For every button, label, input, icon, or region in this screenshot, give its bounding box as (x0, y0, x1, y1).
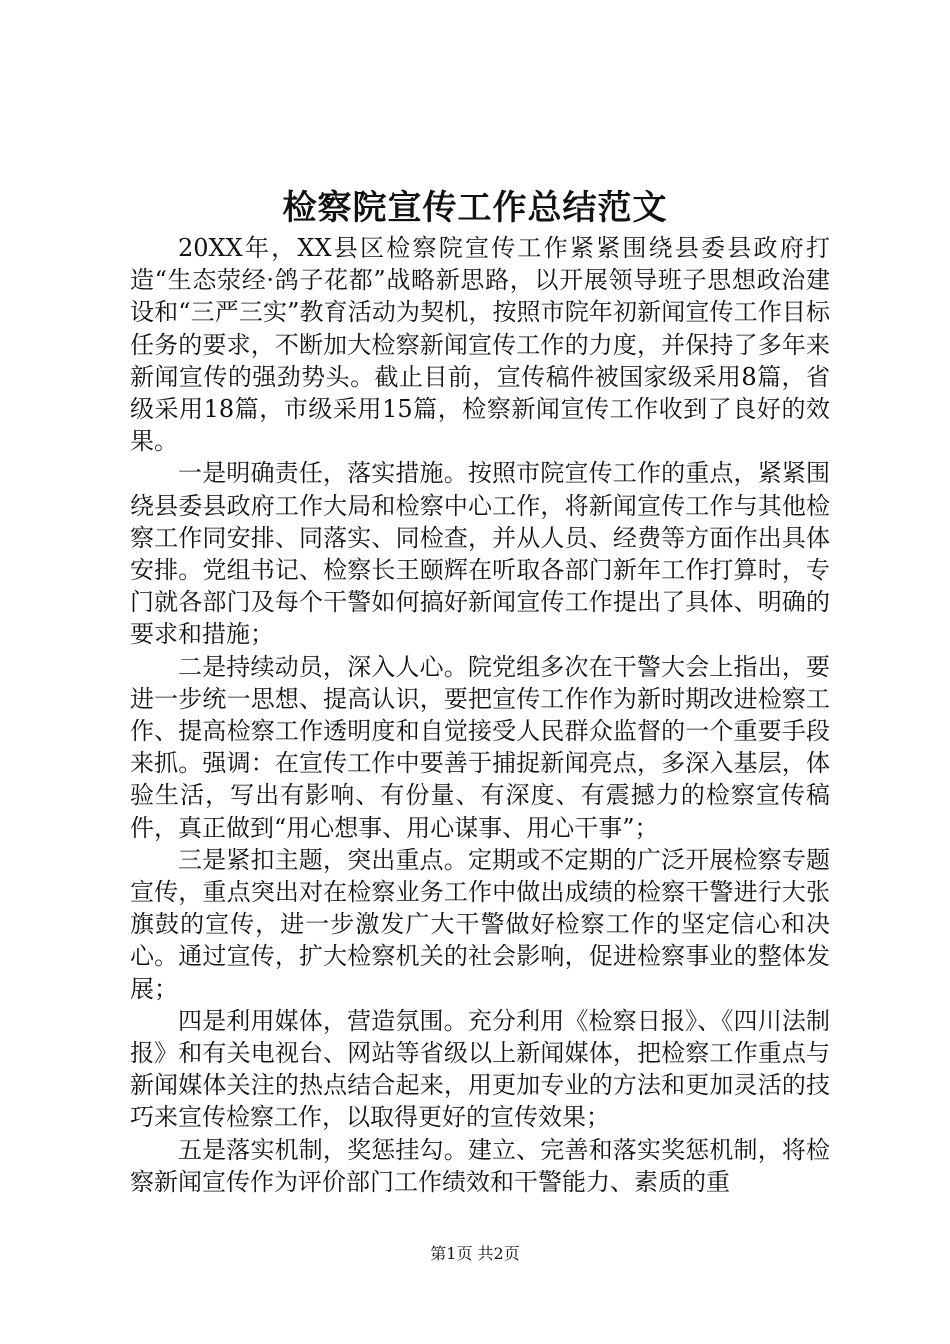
page-footer: 第1页 共2页 (430, 1244, 520, 1263)
paragraph-2: 二是持续动员，深入人心。院党组多次在干警大会上指出，要进一步统一思想、提高认识，要把宣传工作作为新时期改进检察工作、提高检察工作透明度和自觉接受人民群众监督的一个重要手段来抓。强调：在宣传工作中要善于捕捉新闻亮点，多深入基层，体验生活，写出有影响、有份量、有深度、有震撼力的检察宣传稿件，真正做到“用心想事、用心谋事、用心干事”； (130, 652, 830, 842)
paragraph-1: 一是明确责任，落实措施。按照市院宣传工作的重点，紧紧围绕县委县政府工作大局和检察中心工作，将新闻宣传工作与其他检察工作同安排、同落实、同检查，并从人员、经费等方面作出具体安排。党组书记、检察长王颐辉在听取各部门新年工作打算时，专门就各部门及每个干警如何搞好新闻宣传工作提出了具体、明确的要求和措施； (130, 459, 830, 649)
paragraph-intro: 20XX年，XX县区检察院宣传工作紧紧围绕县委县政府打造“生态荥经·鸽子花都”战略新思路，以开展领导班子思想政治建设和“三严三实”教育活动为契机，按照市院年初新闻宣传工作目标任务的要求，不断加大检察新闻宣传工作的力度，并保持了多年来新闻宣传的强劲势头。截止目前，宣传稿件被国家级采用8篇，省级采用18篇，市级采用15篇，检察新闻宣传工作收到了良好的效果。 (130, 234, 830, 456)
paragraph-5: 五是落实机制，奖惩挂勾。建立、完善和落实奖惩机制，将检察新闻宣传作为评价部门工作绩效和干警能力、素质的重 (130, 1135, 830, 1196)
paragraph-3: 三是紧扣主题，突出重点。定期或不定期的广泛开展检察专题宣传，重点突出对在检察业务工作中做出成绩的检察干警进行大张旗鼓的宣传，进一步激发广大干警做好检察工作的坚定信心和决心。通过宣传，扩大检察机关的社会影响，促进检察事业的整体发展； (130, 845, 830, 1003)
document-title: 检察院宣传工作总结范文 (282, 188, 668, 228)
paragraph-4: 四是利用媒体，营造氛围。充分利用《检察日报》、《四川法制报》和有关电视台、网站等省级以上新闻媒体，把检察工作重点与新闻媒体关注的热点结合起来，用更加专业的方法和更加灵活的技巧来宣传检察工作，以取得更好的宣传效果； (130, 1006, 830, 1132)
document-body (130, 232, 830, 1198)
